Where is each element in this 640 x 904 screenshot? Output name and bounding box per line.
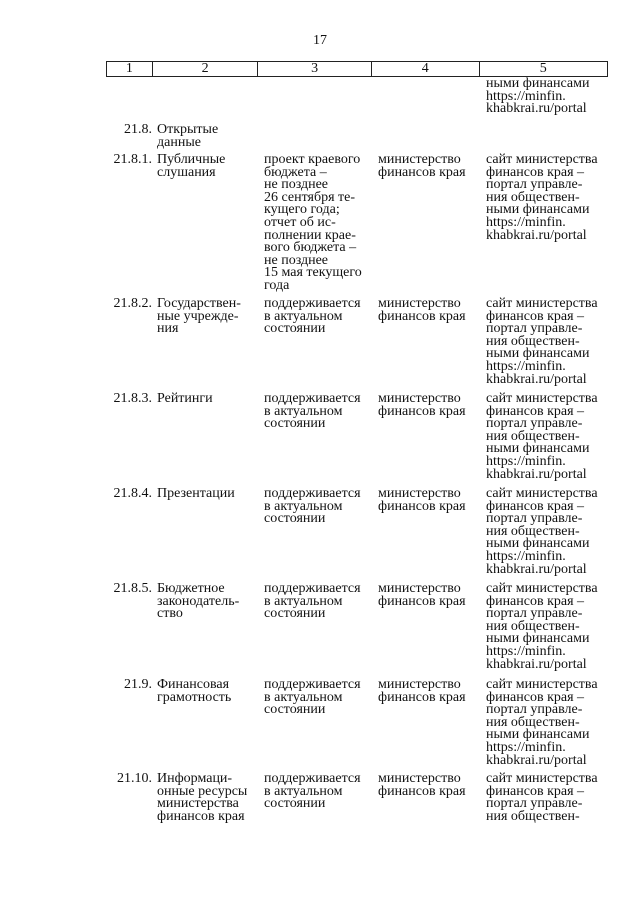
column-header-3: 3 [258, 62, 372, 76]
row-place: сайт министерства финансов края – портал управле- ния обществен- ными финансами https://minfin. khabkrai.ru/portal [486, 391, 598, 482]
row-place: сайт министерства финансов края – портал управле- ния обществен- ными финансами https://minfin. khabkrai.ru/portal [486, 677, 598, 768]
row-responsible: министерство финансов края [378, 391, 466, 419]
row-responsible: министерство финансов края [378, 296, 466, 324]
row-number: 21.8. [124, 122, 152, 137]
row-name: Финансовая грамотность [157, 677, 232, 705]
row-number: 21.10. [117, 771, 152, 786]
row-responsible: министерство финансов края [378, 486, 466, 514]
column-header-5: 5 [539, 61, 547, 76]
row-number: 21.8.3. [113, 391, 152, 406]
row-number: 21.8.4. [113, 486, 152, 501]
row-name: Открытые данные [157, 122, 219, 150]
row-number: 21.8.5. [113, 581, 152, 596]
column-header-2: 2 [153, 62, 259, 76]
row-term: проект краевого бюджета – не позднее 26 сентября те- кущего года; отчет об ис- полнении крае- вого бюджета – не позднее 15 мая текущего года [264, 152, 362, 293]
row-responsible: министерство финансов края [378, 677, 466, 705]
row-name: Рейтинги [157, 391, 213, 406]
row-number: 21.9. [124, 677, 152, 692]
row-name: Презентации [157, 486, 235, 501]
row-number: 21.8.2. [113, 296, 152, 311]
column-header-1: 1 [107, 62, 153, 76]
row-term: поддерживается в актуальном состоянии [264, 677, 361, 718]
row-name: Бюджетное законодатель- ство [157, 581, 240, 622]
row-responsible: министерство финансов края [378, 771, 466, 799]
row-name: Информаци- онные ресурсы министерства финансов края [157, 771, 248, 824]
row-responsible: министерство финансов края [378, 152, 466, 180]
row-name: Публичные слушания [157, 152, 226, 180]
row-place: сайт министерства финансов края – портал управле- ния обществен- [486, 771, 598, 824]
row-responsible: министерство финансов края [378, 581, 466, 609]
row-term: поддерживается в актуальном состоянии [264, 486, 361, 527]
row-number: 21.8.1. [113, 152, 152, 167]
row-term: поддерживается в актуальном состоянии [264, 391, 361, 432]
row-term: поддерживается в актуальном состоянии [264, 581, 361, 622]
row-name: Государствен- ные учрежде- ния [157, 296, 241, 337]
row-place: сайт министерства финансов края – портал управле- ния обществен- ными финансами https://minfin. khabkrai.ru/portal [486, 296, 598, 387]
row-place: сайт министерства финансов края – портал управле- ния обществен- ными финансами https://minfin. khabkrai.ru/portal [486, 581, 598, 672]
row-term: поддерживается в актуальном состоянии [264, 296, 361, 337]
row-place: сайт министерства финансов края – портал управле- ния обществен- ными финансами https://minfin. khabkrai.ru/portal [486, 486, 598, 577]
table-header [106, 61, 608, 77]
row-term: поддерживается в актуальном состоянии [264, 771, 361, 812]
page-number: 17 [313, 33, 327, 48]
row-place: сайт министерства финансов края – портал управле- ния обществен- ными финансами https://minfin. khabkrai.ru/portal [486, 152, 598, 243]
continued-text: ными финансами https://minfin. khabkrai.ru/portal [486, 76, 590, 117]
column-header-4: 4 [372, 62, 480, 76]
